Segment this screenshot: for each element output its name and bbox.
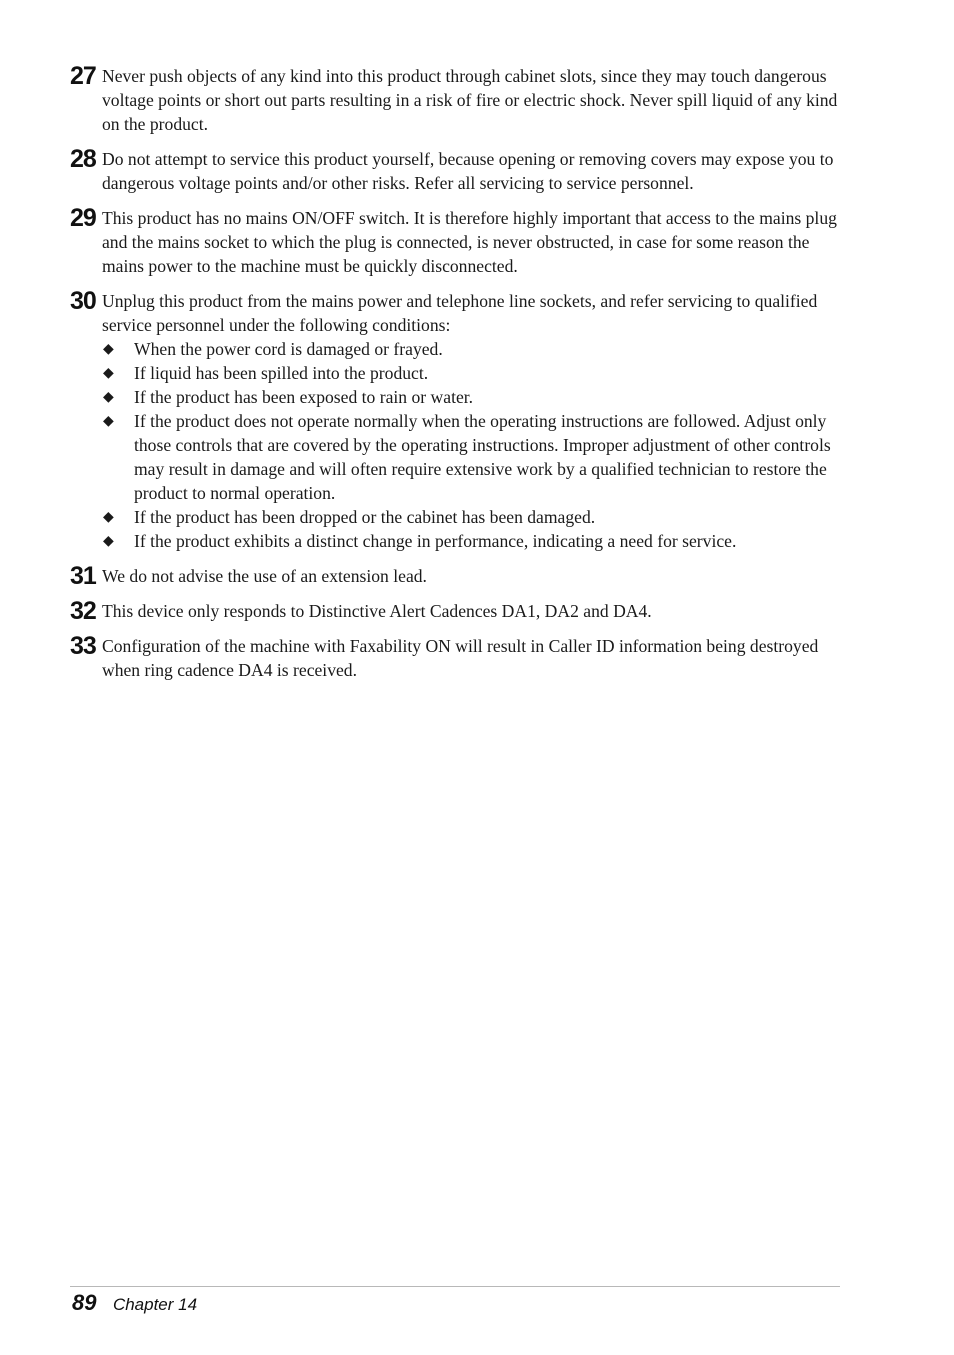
item-number: 30 (70, 287, 96, 315)
list-item (102, 385, 840, 409)
safety-item-28 (70, 147, 840, 195)
item-number: 29 (70, 204, 96, 232)
diamond-bullet-icon: ◆ (103, 509, 114, 525)
list-item-text: If the product has been dropped or the cabinet has been damaged. (134, 507, 596, 527)
diamond-bullet-icon: ◆ (103, 533, 114, 549)
safety-item-33 (70, 634, 840, 682)
diamond-bullet-icon: ◆ (103, 341, 114, 357)
item-number: 31 (70, 562, 96, 590)
document-body (70, 64, 840, 693)
diamond-bullet-icon: ◆ (103, 413, 114, 429)
item-text: Configuration of the machine with Faxability ON will result in Caller ID information being destroyed when ring cadence DA4 is received. (102, 636, 819, 680)
list-item-text: If the product exhibits a distinct change in performance, indicating a need for service. (134, 531, 737, 551)
item-text: Unplug this product from the mains power and telephone line sockets, and refer servicing to qualified service personnel under the following conditions: (102, 291, 818, 335)
page-footer (72, 1290, 197, 1316)
list-item (102, 337, 840, 361)
conditions-list (102, 337, 840, 553)
item-number: 27 (70, 62, 96, 90)
page-number: 89 (72, 1290, 97, 1315)
item-text: Do not attempt to service this product yourself, because opening or removing covers may expose you to dangerous voltage points and/or other risks. Refer all servicing to service personnel. (102, 149, 834, 193)
list-item (102, 505, 840, 529)
item-number: 32 (70, 597, 96, 625)
list-item-text: If the product does not operate normally when the operating instructions are followed. Adjust only those controls that are covered by the operating instructions. Improper adjustment of other controls may result in damage and will often require extensive work by a qualified technician to restore the product to normal operation. (134, 411, 831, 503)
list-item (102, 361, 840, 385)
list-item-text: When the power cord is damaged or frayed. (134, 339, 443, 359)
item-text: This device only responds to Distinctive Alert Cadences DA1, DA2 and DA4. (102, 601, 652, 621)
item-number: 28 (70, 145, 96, 173)
safety-item-32 (70, 599, 840, 623)
safety-item-27 (70, 64, 840, 136)
diamond-bullet-icon: ◆ (103, 389, 114, 405)
chapter-label: Chapter 14 (112, 1295, 198, 1314)
item-text: This product has no mains ON/OFF switch. It is therefore highly important that access to the mains plug and the mains socket to which the plug is connected, is never obstructed, in case for some reason the mains power to the machine must be quickly disconnected. (102, 208, 837, 276)
list-item-text: If the product has been exposed to rain or water. (134, 387, 474, 407)
diamond-bullet-icon: ◆ (103, 365, 114, 381)
list-item (102, 409, 840, 505)
footer-divider (70, 1286, 840, 1287)
item-text: We do not advise the use of an extension lead. (102, 566, 427, 586)
list-item (102, 529, 840, 553)
safety-item-30 (70, 289, 840, 553)
item-text: Never push objects of any kind into this product through cabinet slots, since they may touch dangerous voltage points or short out parts resulting in a risk of fire or electric shock. Never spill liquid of any kind on the product. (102, 66, 838, 134)
safety-item-29 (70, 206, 840, 278)
list-item-text: If liquid has been spilled into the product. (134, 363, 429, 383)
item-number: 33 (70, 632, 96, 660)
safety-item-31 (70, 564, 840, 588)
